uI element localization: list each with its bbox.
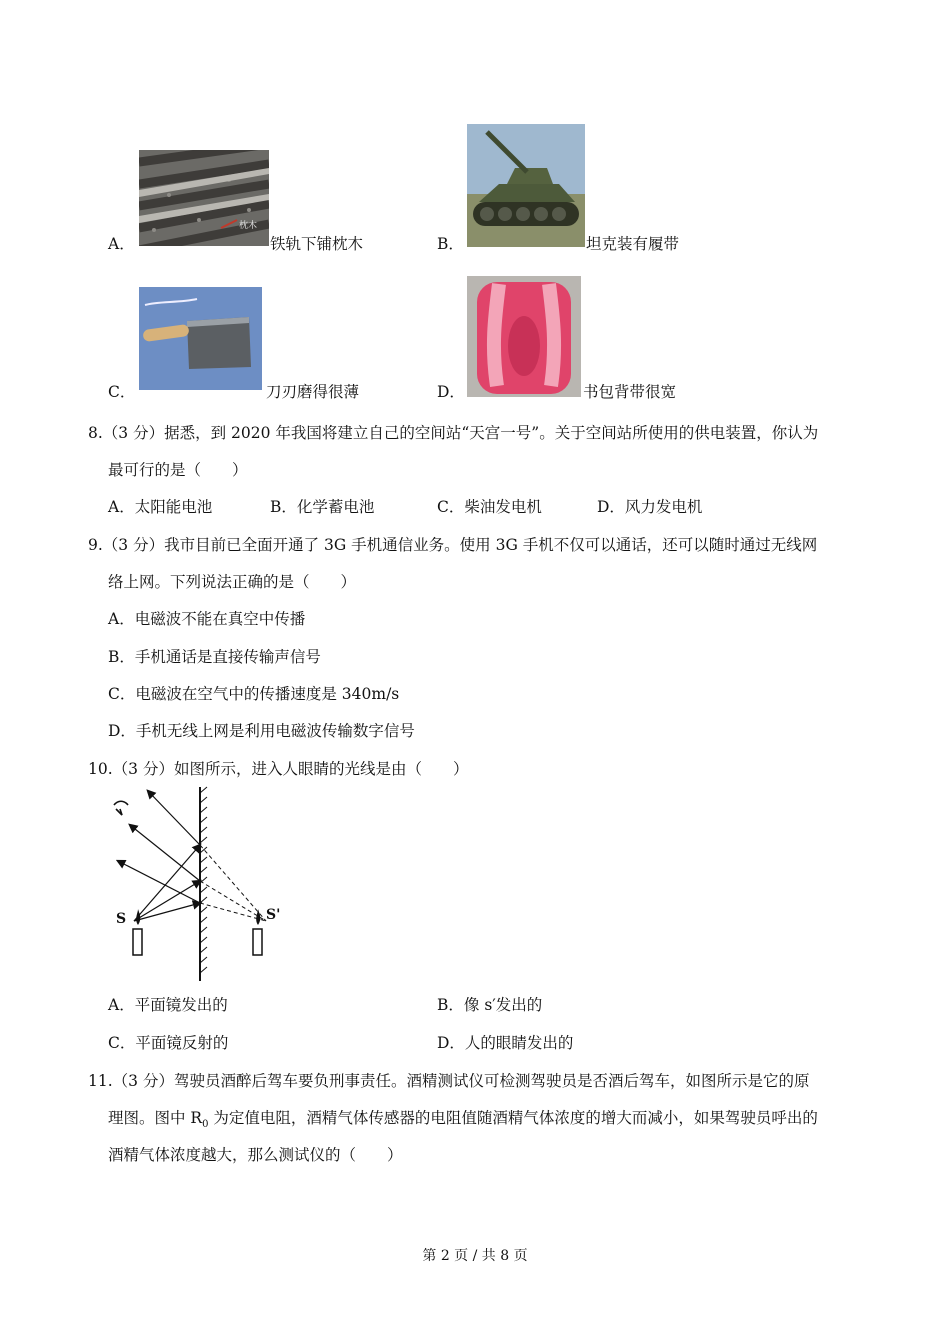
page-footer: 第 2 页 / 共 8 页 [422,1248,528,1264]
option-b-caption: 坦克装有履带 [586,235,680,253]
q9-stem-line1: 9.（3 分）我市目前已全面开通了 3G 手机通信业务。使用 3G 手机不仅可以通话，还可以随时通过无线网 [88,536,818,554]
sleeper-label: 枕木 [239,221,258,231]
option-b-letter: B． [437,235,464,253]
q9-stem-line2: 络上网。下列说法正确的是（ ） [108,573,357,591]
option-c-caption: 刀刃磨得很薄 [266,383,360,401]
q9-option-c: C．电磁波在空气中的传播速度是 340m/s [108,685,400,703]
label-s: S [116,911,127,927]
q8-option-a: A．太阳能电池 [108,498,213,516]
knife-image [139,287,262,390]
q8-option-c: C．柴油发电机 [437,498,542,516]
q10-option-d: D．人的眼睛发出的 [437,1034,574,1052]
q11-stem-line1: 11.（3 分）驾驶员酒醉后驾车要负刑事责任。酒精测试仪可检测驾驶员是否酒后驾车，如图所示是它的原 [88,1072,810,1090]
option-d-letter: D． [437,383,465,401]
option-a-letter: A． [108,235,135,253]
option-c-letter: C． [108,383,136,401]
q8-stem-line1: 8.（3 分）据悉，到 2020 年我国将建立自己的空间站“天宫一号”。关于空间站所使用的供电装置，你认为 [88,424,819,442]
railway-sleepers-image [139,150,269,246]
q9-option-b: B．手机通话是直接传输声信号 [108,648,321,666]
q10-option-c: C．平面镜反射的 [108,1034,229,1052]
q11-stem-line2: 理图。图中 $R_0$ 为定值电阻，酒精气体传感器的电阻值随酒精气体浓度的增大而减小，如果驾驶员呼出的 [108,1109,818,1131]
q8-option-d: D．风力发电机 [597,498,703,516]
q9-option-a: A．电磁波不能在真空中传播 [108,610,306,628]
q8-stem-line2: 最可行的是（ ） [108,461,248,479]
q10-option-a: A．平面镜发出的 [108,996,228,1014]
q11-stem-line3: 酒精气体浓度越大，那么测试仪的（ ） [108,1146,403,1164]
q10-option-b: B．像 s′发出的 [437,996,543,1014]
tank-image [467,124,585,247]
school-bag-image [467,276,581,397]
option-a-caption: 铁轨下铺枕木 [270,235,364,253]
q8-option-b: B．化学蓄电池 [270,498,375,516]
eye-icon [114,801,128,815]
mirror-reflection-diagram [108,785,288,985]
option-d-caption: 书包背带很宽 [583,383,677,401]
label-s-prime: S' [266,907,281,923]
q10-stem: 10.（3 分）如图所示，进入人眼睛的光线是由（ ） [88,760,469,778]
q9-option-d: D．手机无线上网是利用电磁波传输数字信号 [108,722,415,740]
